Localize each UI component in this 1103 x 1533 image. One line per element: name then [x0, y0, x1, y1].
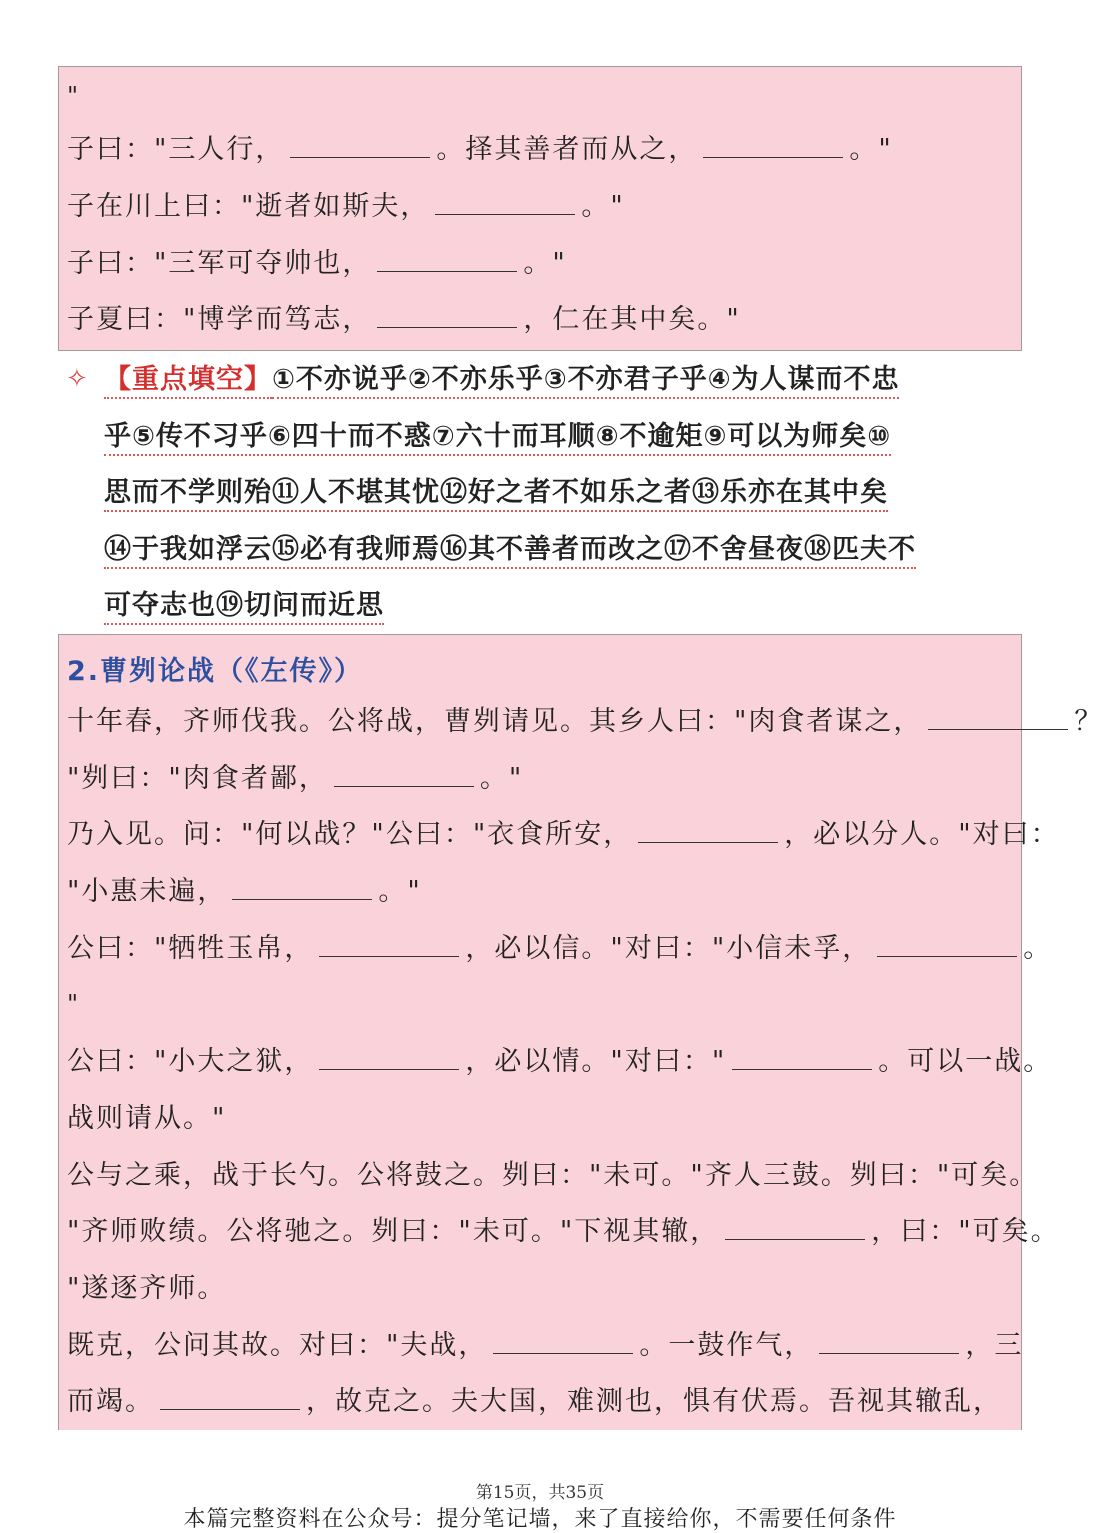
fill-blank[interactable]	[819, 1327, 959, 1354]
fill-blank[interactable]	[377, 301, 517, 328]
footer-note: 本篇完整资料在公众号：提分笔记墙，来了直接给你，不需要任何条件	[183, 1507, 897, 1532]
key-answers-row: 乎⑤传不习乎⑥四十而不惑⑦六十而耳顺⑧不逾矩⑨可以为师矣⑩	[104, 417, 891, 457]
text-line: 乃入见。问："何以战？"公曰："衣食所安， ，必以分人。"对曰：	[67, 816, 1015, 854]
fill-blank[interactable]	[319, 930, 459, 957]
page-number: 第15页，共35页	[475, 1483, 605, 1503]
text-line: "刿曰："肉食者鄙， 。"	[67, 760, 1015, 798]
fill-blank[interactable]	[732, 1043, 872, 1070]
text-line: 战则请从。"	[67, 1103, 227, 1134]
text-line: 既克，公问其故。对曰："夫战， 。一鼓作气， ，三	[67, 1327, 1015, 1365]
key-answers-row: 【重点填空】①不亦说乎②不亦乐乎③不亦君子乎④为人谋而不忠	[104, 360, 899, 400]
key-answers-tag: 【重点填空】	[104, 364, 272, 399]
fill-blank[interactable]	[703, 131, 843, 158]
key-answers-row: 可夺志也⑲切问而近思	[104, 586, 384, 626]
text-line: 公曰："牺牲玉帛， ，必以信。"对曰："小信未孚， 。	[67, 930, 1015, 968]
key-answers-row: 思而不学则殆⑪人不堪其忧⑫好之者不如乐之者⑬乐亦在其中矣	[104, 473, 888, 513]
text-line: 子曰："三军可夺帅也， 。"	[67, 245, 1015, 283]
fill-blank[interactable]	[232, 873, 372, 900]
text-line: "齐师败绩。公将驰之。刿曰："未可。"下视其辙， ，曰："可矣。	[67, 1213, 1015, 1251]
text-line: 十年春，齐师伐我。公将战，曹刿请见。其乡人曰："肉食者谋之， ？	[67, 703, 1015, 741]
text-line: 子夏曰："博学而笃志， ，仁在其中矣。"	[67, 301, 1015, 339]
text-line: 而竭。 ，故克之。夫大国，难测也，惧有伏焉。吾视其辙乱，	[67, 1383, 1015, 1421]
fill-blank[interactable]	[928, 703, 1068, 730]
fill-blank[interactable]	[290, 131, 430, 158]
fill-blank[interactable]	[160, 1383, 300, 1410]
text-line: "	[67, 82, 81, 110]
fill-blank[interactable]	[435, 188, 575, 215]
fill-blank[interactable]	[493, 1327, 633, 1354]
fill-blank[interactable]	[334, 760, 474, 787]
fill-blank[interactable]	[638, 816, 778, 843]
fill-blank[interactable]	[377, 245, 517, 272]
fill-blank[interactable]	[877, 930, 1017, 957]
key-answers-row: ⑭于我如浮云⑮必有我师焉⑯其不善者而改之⑰不舍昼夜⑱匹夫不	[104, 530, 916, 570]
diamond-star-icon: ✧	[66, 364, 88, 394]
text-line: 子在川上曰："逝者如斯夫， 。"	[67, 188, 1015, 226]
text-line: "小惠未遍， 。"	[67, 873, 1015, 911]
text-line: "遂逐齐师。	[67, 1273, 227, 1304]
fill-blank[interactable]	[725, 1213, 865, 1240]
text-line: 公曰："小大之狱， ，必以情。"对曰：" 。可以一战。	[67, 1043, 1015, 1081]
fill-blank[interactable]	[319, 1043, 459, 1070]
text-line: 公与之乘，战于长勺。公将鼓之。刿曰："未可。"齐人三鼓。刿曰："可矣。	[67, 1160, 1039, 1191]
text-line: 子曰："三人行， 。择其善者而从之， 。"	[67, 131, 1015, 169]
section-title: 2.曹刿论战（《左传》）	[67, 656, 364, 687]
text-line: "	[67, 990, 81, 1018]
quote-box-analects	[58, 66, 1022, 351]
quote-box-cao-gui	[58, 634, 1103, 1430]
